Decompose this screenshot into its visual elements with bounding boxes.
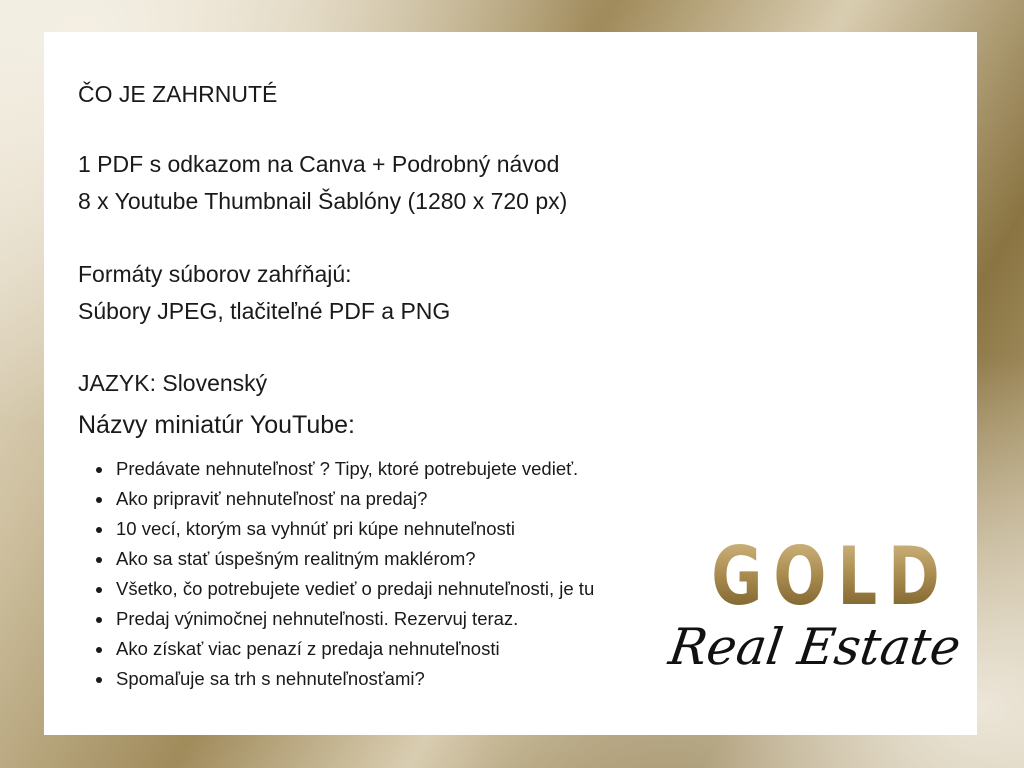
list-item: • Ako získať viac penazí z predaja nehnuteľnosti bbox=[114, 634, 674, 664]
list-item: • Ako sa stať úspešným realitným maklérom? bbox=[114, 544, 674, 574]
thumbnail-titles-list bbox=[100, 454, 674, 694]
logo-word: GOLD bbox=[711, 529, 951, 623]
formats-label: Formáty súborov zahŕňajú: bbox=[78, 261, 352, 287]
list-item: • Ako pripraviť nehnuteľnosť na predaj? bbox=[114, 484, 674, 514]
list-item: • Všetko, čo potrebujete vedieť o predaji nehnuteľnosti, je tu bbox=[114, 574, 674, 604]
included-line-2: 8 x Youtube Thumbnail Šablóny (1280 x 720 px) bbox=[78, 188, 568, 214]
section-heading: ČO JE ZAHRNUTÉ bbox=[78, 81, 278, 107]
list-item: • Spomaľuje sa trh s nehnuteľnosťami? bbox=[114, 664, 674, 694]
content-card bbox=[44, 32, 977, 735]
language-line: JAZYK: Slovenský bbox=[78, 370, 268, 396]
titles-heading: Názvy miniatúr YouTube: bbox=[78, 411, 356, 439]
gold-real-estate-logo bbox=[665, 529, 965, 682]
formats-value: Súbory JPEG, tlačiteľné PDF a PNG bbox=[78, 298, 451, 324]
included-line-1: 1 PDF s odkazom na Canva + Podrobný návod bbox=[78, 151, 560, 177]
list-item: • 10 vecí, ktorým sa vyhnúť pri kúpe nehnuteľnosti bbox=[114, 514, 674, 544]
list-item: • Predávate nehnuteľnosť ? Tipy, ktoré potrebujete vedieť. bbox=[114, 454, 674, 484]
logo-script: Real Estate bbox=[665, 617, 965, 676]
list-item: • Predaj výnimočnej nehnuteľnosti. Rezervuj teraz. bbox=[114, 604, 674, 634]
